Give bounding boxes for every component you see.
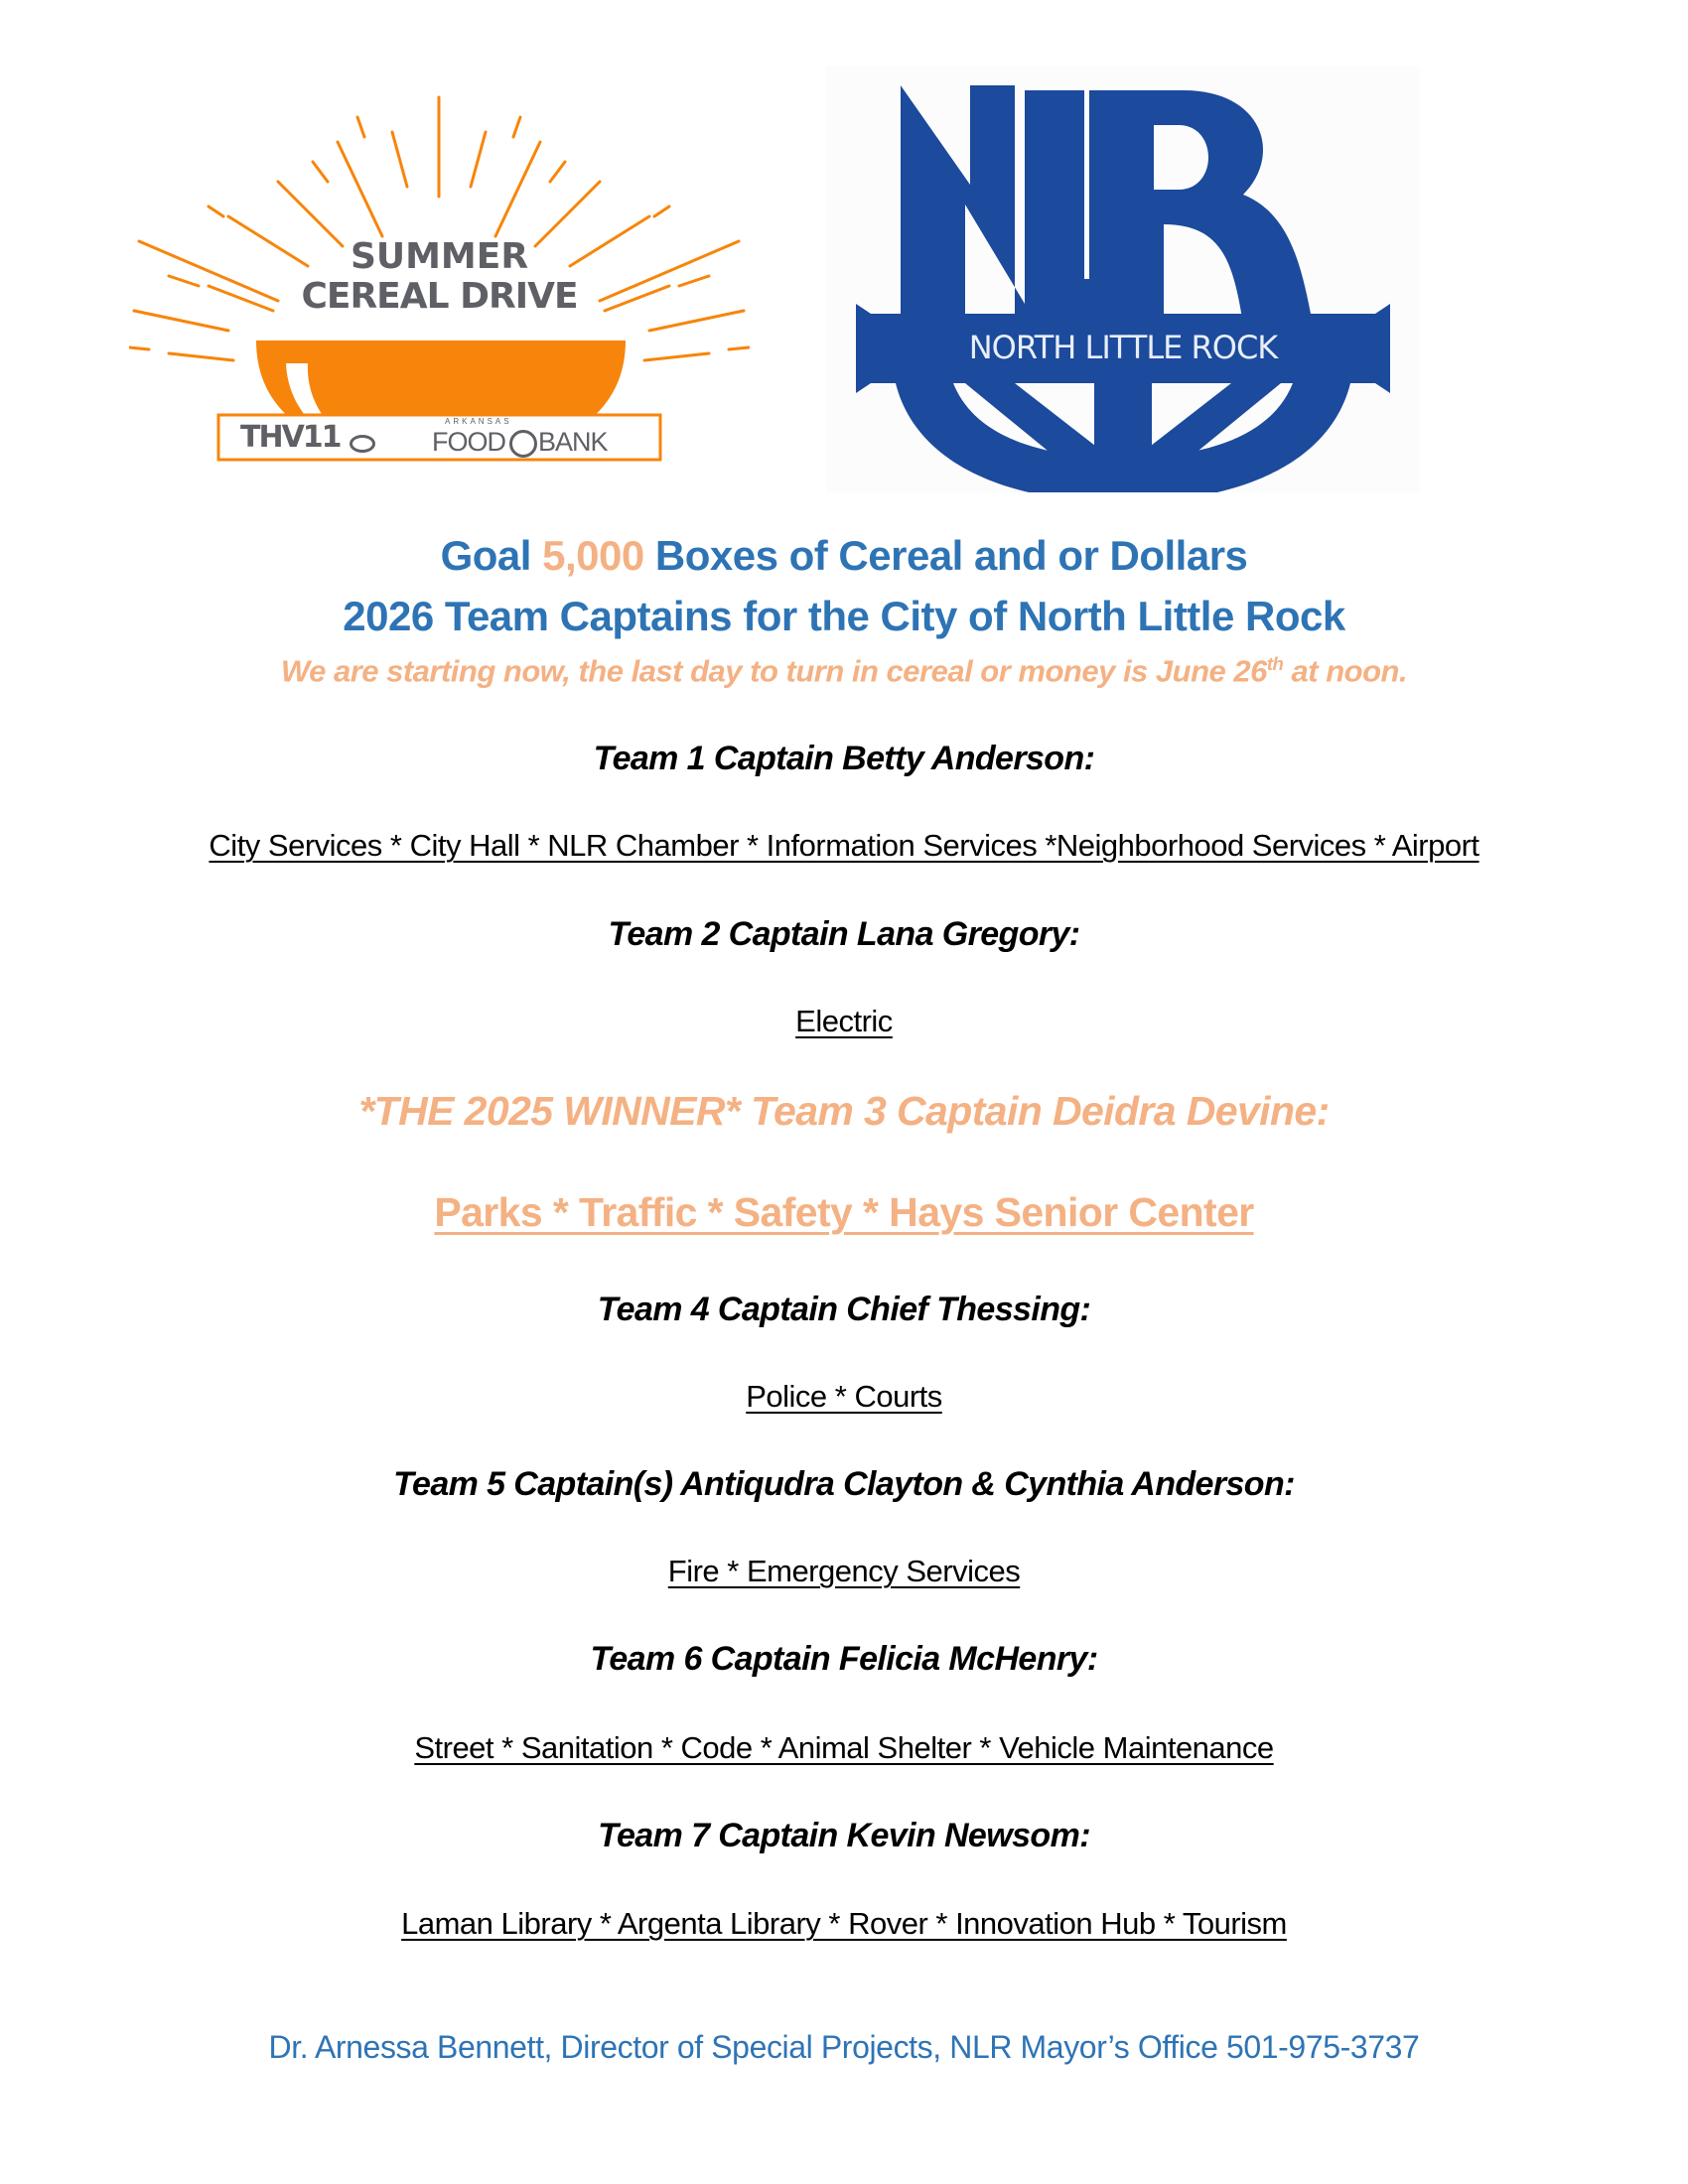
team-1-heading: Team 1 Captain Betty Anderson: <box>593 740 1095 777</box>
department-list: Fire * Emergency Services <box>667 1554 1021 1588</box>
team-6-departments <box>0 1730 1688 1766</box>
department-list: Street * Sanitation * Code * Animal Shelter * Vehicle Maintenance <box>414 1730 1274 1765</box>
goal-heading <box>0 532 1688 580</box>
food-bank-bank: BANK <box>538 427 608 457</box>
nlr-banner-text: NORTH LITTLE ROCK <box>968 329 1278 366</box>
team-2-departments <box>0 1004 1688 1039</box>
north-little-rock-logo <box>826 66 1420 492</box>
department-list: Police * Courts <box>746 1379 942 1414</box>
team-7-heading: Team 7 Captain Kevin Newsom: <box>598 1817 1090 1854</box>
department-list: Parks * Traffic * Safety * Hays Senior Center <box>434 1189 1254 1235</box>
department-list: Laman Library * Argenta Library * Rover * Innovation Hub * Tourism <box>401 1906 1287 1941</box>
team-7-departments <box>0 1906 1688 1942</box>
deadline-time: at noon. <box>1283 653 1408 689</box>
deadline-ordinal: th <box>1266 653 1284 674</box>
contact-footer: Dr. Arnessa Bennett, Director of Special Projects, NLR Mayor’s Office 501-975-3737 <box>268 2029 1420 2065</box>
department-list: City Services * City Hall * NLR Chamber * Information Services *Neighborhood Services * Airport <box>209 828 1479 863</box>
goal-prefix: Goal <box>440 532 531 579</box>
team-5-heading: Team 5 Captain(s) Antiqudra Clayton & Cynthia Anderson: <box>393 1465 1295 1503</box>
team-6-heading: Team 6 Captain Felicia McHenry: <box>590 1640 1098 1678</box>
team-3-departments <box>0 1189 1688 1236</box>
team-2-heading: Team 2 Captain Lana Gregory: <box>608 915 1080 953</box>
team-1-departments <box>0 828 1688 864</box>
cereal-drive-title-line2: CEREAL DRIVE <box>301 276 578 317</box>
food-bank-food: FOOD <box>432 427 505 457</box>
deadline-note <box>0 653 1688 689</box>
team-3-heading-winner: *THE 2025 WINNER* Team 3 Captain Deidra Devine: <box>358 1088 1330 1134</box>
cereal-drive-title-line1: SUMMER <box>350 236 529 277</box>
department-list: Electric <box>795 1004 893 1038</box>
nlr-emblem-icon <box>826 66 1420 492</box>
cbs-eye-icon <box>350 435 375 453</box>
team-4-heading: Team 4 Captain Chief Thessing: <box>597 1291 1091 1328</box>
team-4-departments <box>0 1379 1688 1415</box>
deadline-text: We are starting now, the last day to turn in cereal or money is June 26 <box>280 653 1267 689</box>
globe-icon <box>509 430 537 458</box>
goal-suffix: Boxes of Cereal and or Dollars <box>654 532 1248 579</box>
page-title: 2026 Team Captains for the City of North Little Rock <box>343 593 1345 639</box>
goal-number: 5,000 <box>542 532 644 579</box>
team-5-departments <box>0 1554 1688 1589</box>
summer-cereal-drive-logo <box>129 87 750 465</box>
arkansas-label: ARKANSAS <box>445 417 512 426</box>
thv11-logo: THV11 <box>240 420 341 455</box>
